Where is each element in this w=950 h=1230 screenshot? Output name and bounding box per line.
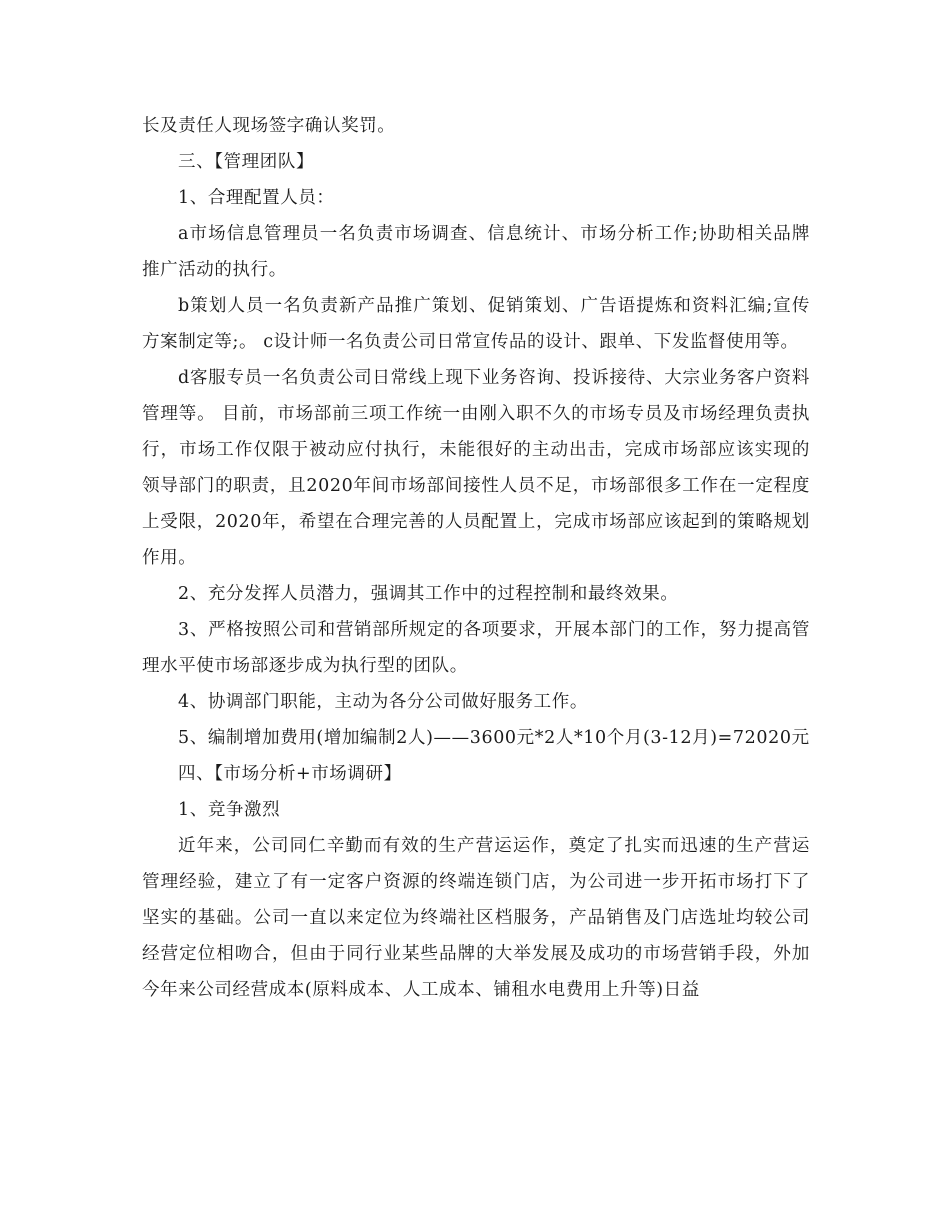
section-heading-market-analysis: 四、【市场分析+市场调研】 [178, 764, 402, 784]
document-body [142, 108, 810, 1008]
paragraph-role-b-c: b策划人员一名负责新产品推广策划、促销策划、广告语提炼和资料汇编;宣传方案制定等;。 c设计师一名负责公司日常宣传品的设计、跟单、下发监督使用等。 [142, 296, 810, 352]
list-item-budget: 5、编制增加费用(增加编制2人)——3600元*2人*10个月(3-12月)=72020元 [178, 728, 810, 748]
list-item-potential: 2、充分发挥人员潜力，强调其工作中的过程控制和最终效果。 [178, 584, 679, 604]
paragraph-role-d: d客服专员一名负责公司日常线上现下业务咨询、投诉接待、大宗业务客户资料管理等。 目前，市场部前三项工作统一由刚入职不久的市场专员及市场经理负责执行，市场工作仅限于被动应付执行，未能很好的主动出击，完成市场部应该实现的领导部门的职责，且2020年间市场部间接性人员不足，市场部很多工作在一定程度上受限，2020年，希望在合理完善的人员配置上，完成市场部应该起到的策略规划作用。 [142, 368, 810, 568]
list-item-staffing: 1、合理配置人员： [178, 188, 335, 208]
list-item-coordination: 4、协调部门职能，主动为各分公司做好服务工作。 [178, 692, 588, 712]
paragraph-role-a: a市场信息管理员一名负责市场调查、信息统计、市场分析工作;协助相关品牌推广活动的执行。 [142, 224, 810, 280]
list-item-competition: 1、竞争激烈 [178, 800, 281, 820]
paragraph-market-overview: 近年来，公司同仁辛勤而有效的生产营运运作，奠定了扎实而迅速的生产营运管理经验，建立了有一定客户资源的终端连锁门店，为公司进一步开拓市场打下了坚实的基础。公司一直以来定位为终端社区档服务，产品销售及门店选址均较公司经营定位相吻合，但由于同行业某些品牌的大举发展及成功的市场营销手段，外加今年来公司经营成本(原料成本、人工成本、铺租水电费用上升等)日益 [142, 836, 810, 1000]
list-item-requirements: 3、严格按照公司和营销部所规定的各项要求，开展本部门的工作，努力提高管理水平使市场部逐步成为执行型的团队。 [142, 620, 810, 676]
section-heading-management-team: 三、【管理团队】 [178, 152, 315, 172]
paragraph-continuation: 长及责任人现场签字确认奖罚。 [142, 116, 396, 136]
